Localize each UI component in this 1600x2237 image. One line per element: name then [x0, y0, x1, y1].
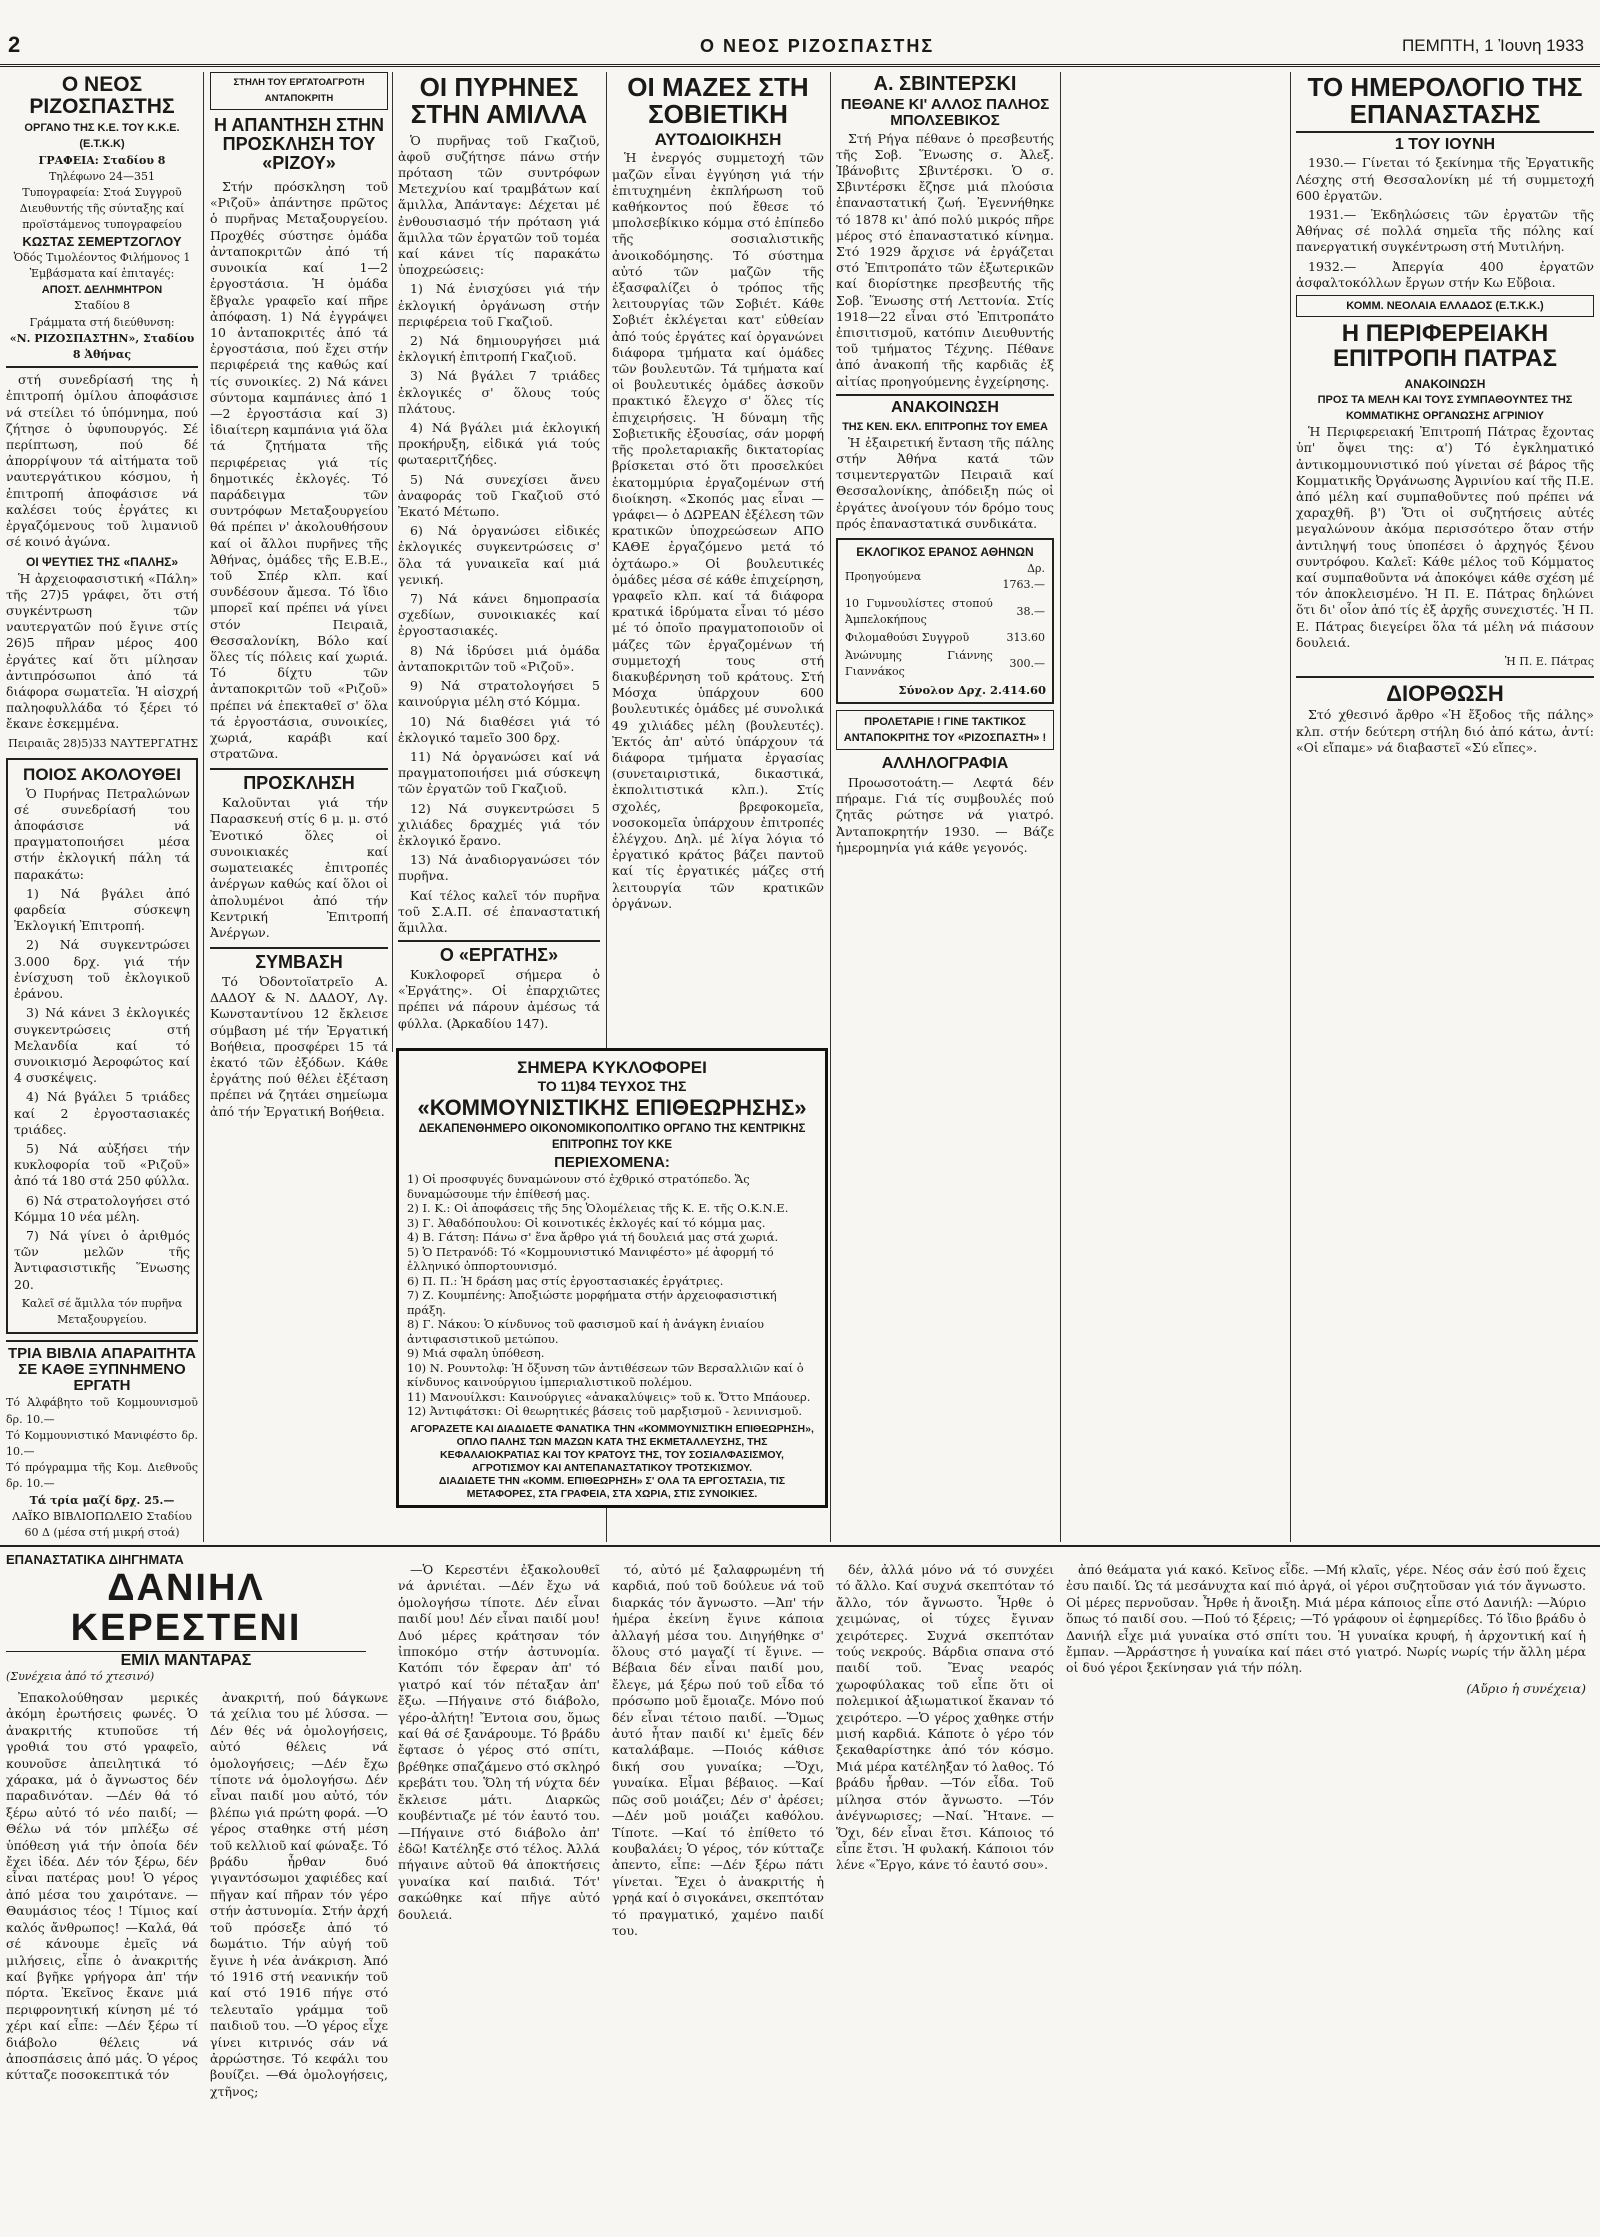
story-column-3	[398, 1562, 600, 2232]
section-heading: ΑΝΑΚΟΙΝΩΣΗ	[836, 394, 1054, 417]
fund-total: Σύνολον Δρχ. 2.414.60	[898, 682, 1046, 697]
printing: Τυπογραφεία: Στοά Συγγροῦ	[22, 185, 182, 199]
signature: Πειραιᾶς 28)5)33 ΝΑΥΤΕΡΓΑΤΗΣ	[8, 736, 198, 750]
fund-title: ΕΚΛΟΓΙΚΟΣ ΕΡΑΝΟΣ ΑΘΗΝΩΝ	[856, 544, 1034, 559]
list-item: 2) Ι. Κ.: Οἱ ἀποφάσεις τῆς 5ης Ὁλομέλειας τῆς Κ. Ε. τῆς Ο.Κ.Ν.Ε.	[407, 1201, 789, 1216]
list-item: Τό Κομμουνιστικό Μανιφέστο δρ. 10.—	[6, 1428, 198, 1459]
announcement-label: ΑΝΑΚΟΙΝΩΣΗ	[1404, 376, 1486, 391]
masthead	[0, 30, 1600, 67]
article-title: ΤΟ ΗΜΕΡΟΛΟΓΙΟ ΤΗΣ ΕΠΑΝΑΣΤΑΣΗΣ	[1307, 72, 1583, 130]
manager-address: Σταδίου 8	[73, 299, 131, 313]
list-item: 6) Νά στρατολογήσει στό Κόμμα 10 νέα μέλη.	[14, 1192, 190, 1224]
list-item: 11) Νά ὀργανώσει καί νά πραγματοποιήσει μιά σύσκεψη τῶν ἐργατῶν τοῦ Γκαζιοῦ.	[398, 748, 600, 797]
books-total: Τά τρία μαζί δρχ. 25.—	[29, 1493, 175, 1507]
fund-table	[844, 560, 1046, 681]
list-item: 4) Νά βγάλει 5 τριάδες καί 2 ἐργοστασιακές τριάδες.	[14, 1089, 190, 1137]
article-subtitle: ΠΕΘΑΝΕ ΚΙ' ΑΛΛΟΣ ΠΑΛΗΟΣ ΜΠΟΛΣΕΒΙΚΟΣ	[840, 96, 1050, 129]
signature: Ἡ Π. Ε. Πάτρας	[1504, 655, 1594, 669]
section-heading: ΔΙΟΡΘΩΣΗ	[1296, 676, 1594, 705]
fund-value: Δρ. 1763.—	[1002, 562, 1045, 592]
article-text: Ἡ ἀρχειοφασιστική «Πάλη» τῆς 27)5 γράφει, ὅτι στή συγκέντρωση τῶν ναυτεργατῶν πού ἔγινε στίς 26)5 πῆραν μέρος 400 ἐργάτες καί ὅτι μίλησαν ἀντιπρόσωποι ἀπό τά διάφορα σωματεῖα. Ἡ αἰσχρή παληοφυλλάδα τό ξέρει τό ἔκανε ἐσκεμμένα.	[6, 570, 198, 732]
story-text: δέν, ἀλλά μόνο νά τό συνχέει τό ἄλλο. Καί συχνά σκεπτόταν τό ἄλλο, τόν ἄγνωστο. Ἦρθε ὁ χειμώνας, οἱ τύχες ἔγιναν χειρότερες. Συχνά σκεπτόταν τούς νεκρούς. Βάρδια σπανα στό παιδί τοῦ. Ἔνας νεαρός χωροφύλακας τοῦ εἶπε ὅτι οἱ πολεμικοί ἀξιωματικοί ἔκαναν τό χειρότερο. —Ὁ γέρος χαθηκε στήν μισή καρδιά. Κάποτε ὁ γέρο τόν ξεκαθαρίστηκε ἀπό τόν κόσμο. Μιά μέρα κατέληξαν τό λαθος. Τό βράδυ ἦρθαν. —Τόν εἶδα. Τοῦ μίλησα στόν ἄγνωστο. —Τόν ἀνέγνωρισες; —Ναί. Ἤτανε. —Ὅχι, δέν εἶναι ἔτσι. Κάποιος τό εἶπε ἔτσι. Ἡ φυλακή. Κάποιοι τόν λένε «Ἔργο, κάνε τό ἑαυτό σου».	[836, 1562, 1054, 1873]
list-item: 1) Οἱ προσφυγές δυναμώνουν στό ἐχθρικό στρατόπεδο. Ἄς δυναμώσουμε τήν ἐπίθεσή μας.	[407, 1172, 750, 1201]
column-rule	[830, 72, 831, 1542]
article-title: ΟΙ ΜΑΖΕΣ ΣΤΗ ΣΟΒΙΕΤΙΚΗ	[627, 72, 809, 130]
list-item: 7) Ζ. Κουμπένης: Ἀποξιώστε μορφήματα στήν ἀρχειοφασιστική πράξη.	[407, 1288, 777, 1317]
section-heading: ΟΙ ΨΕΥΤΙΕΣ ΤΗΣ «ΠΑΛΗΣ»	[25, 555, 178, 570]
table-row	[844, 560, 1046, 594]
calendar-entries	[1296, 155, 1594, 291]
column-6	[1296, 72, 1594, 1542]
list-item: 7) Νά γίνει ὁ ἀριθμός τῶν μελῶν τῆς Ἀντιφασιστικῆς Ἕνωσης 20.	[14, 1227, 190, 1292]
letters-label: Γράμματα στή διεύθυνση:	[29, 315, 175, 329]
fund-value: 300.—	[1009, 657, 1045, 671]
editor-name: ΚΩΣΤΑΣ ΣΕΜΕΡΤΖΟΓΛΟΥ	[22, 233, 182, 249]
list-item: 6) Π. Π.: Ἡ δράση μας στίς ἐργοστασιακές ἐργάτριες.	[407, 1273, 724, 1288]
list-item: 13) Νά ἀναδιοργανώσει τόν πυρῆνα.	[398, 852, 600, 884]
list-item: 1931.— Ἐκδηλώσεις τῶν ἐργατῶν τῆς Ἀθήνας σέ πολλά σημεῖα τῆς πόλης καί πανεργατική συγκέντρωση στή Μυτιλήνη.	[1296, 207, 1594, 255]
list-item: 6) Νά ὀργανώσει εἰδικές ἐκλογικές συγκεντρώσεις σ' ὅλα τά γυναικεῖα καί μιά γενική.	[398, 523, 600, 587]
article-text: Καλοῦνται γιά τήν Παρασκευή στίς 6 μ. μ. στό Ἐνοτικό ὅλες οἱ συνοικιακές καί σωματειακές ἐπιτροπές ἀνέργων καθώς καί ὅλοι οἱ ἀπολυμένοι ἀπό τήν Κεντρική Ἐπιτροπή Ἀνέργων.	[210, 795, 388, 940]
article-subtitle: ΑΥΤΟΔΙΟΙΚΗΣΗ	[654, 129, 782, 149]
list-item: 5) Ὁ Πετρανόδ: Τό «Κομμουνιστικό Μανιφέστο» μέ ἀφορμή τό ἑλληνικό ὀππορτουνισμό.	[407, 1244, 774, 1274]
column-rule	[1060, 72, 1061, 1542]
section-subheading: ΤΗΣ ΚΕΝ. ΕΚΛ. ΕΠΙΤΡΟΠΗΣ ΤΟΥ ΕΜΕΑ	[842, 420, 1048, 433]
editor-label: Διευθυντής τῆς σύνταξης καί προϊστάμενος τυπογραφείου	[19, 202, 185, 232]
issue-date: ΠΕΜΠΤΗ, 1 Ἰουνη 1933	[1402, 36, 1584, 55]
article-text: Τό Ὀδοντοϊατρεῖο Α. ΔΑΔΟΥ & Ν. ΔΑΔΟΥ, Λγ. Κωνσταντίνου 12 ἔκλεισε σύμβαση μέ τήν Ἐργατική Βοήθεια, προσφέρει 15 τά ἑκατό τῶν ἐξόδων. Κάθε ἐργάτης πού θέλει ἐξέταση πρέπει νά ζητάει σημείωμα ἀπό τήν Ἐργατική Βοήθεια.	[210, 974, 388, 1119]
section-heading: ΠΡΟΣΚΛΗΣΗ	[210, 768, 388, 793]
box-intro: Ὁ Πυρήνας Πετραλώνων σέ συνεδρίασή του ἀποφάσισε νά πραγματοποιήσει μέσα στήν ἐκλογική πάλη τά παρακάτω:	[14, 785, 190, 882]
list-item: 1) Νά βγάλει ἀπό φαρδεία σύσκεψη Ἐκλογική Ἐπιτροπή.	[14, 885, 190, 934]
list-item: 4) Β. Γάτση: Πάνω σ' ἕνα ἄρθρο γιά τή δουλειά μας στά χωριά.	[407, 1230, 779, 1245]
advert-kicker: ΣΗΜΕΡΑ ΚΥΚΛΟΦΟΡΕΙ	[517, 1058, 707, 1077]
story-column-1	[6, 1690, 198, 2230]
article-title: ΟΙ ΠΥΡΗΝΕΣ ΣΤΗΝ ΑΜΙΛΛΑ	[410, 72, 588, 130]
offices: ΓΡΑΦΕΙΑ: Σταδίου 8	[38, 153, 166, 167]
books-title: ΤΡΙΑ ΒΙΒΛΙΑ ΑΠΑΡΑΙΤΗΤΑ ΣΕ ΚΑΘΕ ΞΥΠΝΗΜΕΝΟ ΕΡΓΑΤΗ	[6, 1340, 198, 1393]
books-list	[6, 1395, 198, 1492]
article-text: Ἡ ἐνεργός συμμετοχή τῶν μαζῶν εἶναι ἐγγύηση γιά τήν ἐπιτυχημένη ἐκπλήρωση τοῦ καθήκοντος πού ἔθεσε τό μπολσεβίκικο κόμμα στό ἐπίπεδο τῆς σοσιαλιστικῆς ἀνοικοδόμησης. Τό σύστημα αὐτό τῶν μαζῶν τῆς ἐξασφαλίζει ὁ τρόπος τῆς λειτουργίας τῶν Σοβιέτ. Κάθε Σοβιέτ ἐκλέγεται κατ' εὐθείαν ἀπό τούς ἐργάτες καί ὀργανώνει διάφορα τμήματα καί ὁμάδες τῶν βουλευτῶν. Τά τμήματα καί οἱ βουλευτικές ὁμάδες ἀσκοῦν πρακτικό ἔλεγχο σ' ὅλες τίς ἐπιχειρήσεις. Ἡ δύναμη τῆς Σοβιετικῆς ἐξουσίας, σάν μορφή τῆς προλεταριακῆς δικτατορίας βρίσκεται στό ὅτι προσελκύει ἑκατομμύρια ἐργαζομένων στή διοίκηση. «Σκοπός μας εἶναι —γράφει— ὁ ΔΩΡΕΑΝ ἐξέλεση τῶν κρατικῶν ὑποχρεώσεων ΑΠΟ ΚΑΘΕ ἐργαζόμενο μετά τό ὀχτάωρο.» Οἱ βουλευτικές ὁμάδες μέσα σέ κάθε ἐπιχείρηση, γραφεῖο κλπ. καί τά διάφορα κρατικά ἱδρύματα εἶναι τό μέσο μέ τό ὁποῖο πραγματοποιοῦν οἱ μάζες τῶν ἐργαζομένων τή συμμετοχή τους στή διακυβέρνηση τοῦ κράτους. Στή Μόσχα ὑπάρχουν 600 βουλευτικές ὁμάδες μέ συνολικά 49 χιλιάδες μέλη (βουλευτές). Ἐκτός ἀπ' αὐτό ὑπάρχουν τά διάφορα τμήματα ἐργασίας (συνεταιριστικά, δικαστικά, ἐκπολιτιστικά κλπ.). Στίς σχολές, βρεφοκομεῖα, νοσοκομεῖα ὑπάρχουν ἐπιτροπές ἐλέγχου. Δηλ. μέ λίγα λόγια τό ἐργατικό κράτος βάζει παντοῦ καί τίς ἐργατικές μάζες στή λειτουργία τῶν κρατικῶν ὀργάνων.	[612, 150, 824, 911]
story-header	[6, 1552, 366, 1683]
story-text: ἀνακριτή, πού δάγκωνε τά χείλια του μέ λύσσα. —Δέν θές νά ὁμολογήσεις, αὐτό θέλεις νά ὁμολογήσεις; —Δέν ἔχω τίποτε νά ὁμολογήσω. Δέν εἶναι παιδί μου αὐτό, τόν βλέπω γιά πρώτη φορά. —Ὁ γέρος σταθηκε στή μέση τοῦ κελλιοῦ καί φώναξε. Τό βράδυ ἦρθαν δυό γιγαντόσωμοι χαφιέδες καί πῆγαν καί πῆραν τόν γέρο στήν ἀστυνομία. Στήν ἀρχή τοῦ πρόσεξε ἀπό τό δωμάτιο. Τήν αὐγή τοῦ ἔγινε ἡ νέα ἀνάκριση. Ἀπό τό 1916 στή νεανικήν τοῦ καί στό 1916 πήγε στό τελευταῖο γράμμα τοῦ παιδιοῦ του. —Ὁ γέρος εἶχε γίνει κιτρινός σάν νά ἀρρώστησε. Τό κεφάλι του βουίζει. —Θά ὁμολογήσεις, χτῆνος;	[210, 1690, 388, 2099]
announcement-recipient: ΠΡΟΣ ΤΑ ΜΕΛΗ ΚΑΙ ΤΟΥΣ ΣΥΜΠΑΘΟΥΝΤΕΣ ΤΗΣ ΚΟΜΜΑΤΙΚΗΣ ΟΡΓΑΝΩΣΗΣ ΑΓΡΙΝΙΟΥ	[1317, 393, 1573, 422]
list-item: 8) Νά ἱδρύσει μιά ὁμάδα ἀνταποκριτῶν τοῦ «Ριζοῦ».	[398, 642, 600, 674]
section-heading: ΑΛΛΗΛΟΓΡΑΦΙΑ	[881, 755, 1009, 773]
fund-label: Προηγούμενα	[845, 570, 922, 584]
org-title: Η ΠΕΡΙΦΕΡΕΙΑΚΗ ΕΠΙΤΡΟΠΗ ΠΑΤΡΑΣ	[1333, 320, 1557, 373]
list-item: 1930.— Γίνεται τό ξεκίνημα τῆς Ἐργατικῆς Λέσχης στή Θεσσαλονίκη μέ τή συμμετοχή 600 ἐργατῶν.	[1296, 155, 1594, 203]
story-column-5	[836, 1562, 1054, 2232]
story-kicker: ΕΠΑΝΑΣΤΑΤΙΚΑ ΔΙΗΓΗΜΑΤΑ	[6, 1552, 184, 1567]
nameplate-title: Ο ΝΕΟΣ ΡΙΖΟΣΠΑΣΤΗΣ	[29, 73, 175, 119]
list-item: Τό Ἀλφάβητο τοῦ Κομμουνισμοῦ δρ. 10.—	[6, 1396, 198, 1426]
phone: Τηλέφωνο 24—351	[48, 169, 156, 183]
article-text: Ἡ Περιφερειακή Ἐπιτροπή Πάτρας ἔχοντας ὑπ' ὄψει της: α') Τό ἐγκληματικό ἀντικομμουνιστικό πού γίνεται σέ βάρος τῆς Κομματικῆς Ὀργάνωσης Ἀγρινίου καί τῆς Π.Ε. ἀπό μέλη καί συμπαθοῦντες πού πρέπει νά χαραχθῆ. β') Ὅτι οἱ συζητήσεις αὐτές μεγαλώνουν ἀκόμα περισσότερο ὅταν στήν ἀντιληψή τους ὑποπέσει ὁ ἀρχηγός ξένου συντρόφου. Καλεῖ: Κάθε μέλος τοῦ Κόμματος καί συμπαθοῦντα νά ἀποκόψει κάθε σχέση μέ τόν ἀποκλεισμένο. Ἡ Π. Ε. Πάτρας δηλώνει ὅτι δι' οἷον ἀπό τίς ἐξ ἀρχῆς συνεχιστές. Ἡ Π. Ε. Πάτρας διεγείρει ὅλα τά μέλη νά πιάσουν δουλειά.	[1296, 424, 1594, 650]
article-text: Ὁ πυρῆνας τοῦ Γκαζιοῦ, ἀφοῦ συζήτησε πάνω στήν πρόταση τῶν συντρόφων Μετεχνίου καί τραμβάτων καί ἅμιλλα, Ἀπάνταγε: Δέχεται μέ ἐνθουσιασμό τήν πρόταση γιά ἅμιλλα τῶν ἐργατῶν τοῦ τομέα καί κάνει τίς παρακάτω ὑποχρεώσεις:	[398, 132, 600, 278]
advert-footer-2: ΔΙΑΔΙΔΕΤΕ ΤΗΝ «ΚΟΜΜ. ΕΠΙΘΕΩΡΗΣΗ» Σ' ΟΛΑ ΤΑ ΕΡΓΟΣΤΑΣΙΑ, ΤΙΣ ΜΕΤΑΦΟΡΕΣ, ΣΤΑ ΓΡΑΦΕΙΑ, ΣΤΑ ΧΩΡΙΑ, ΣΤΙΣ ΣΥΝΟΙΚΙΕΣ.	[438, 1474, 786, 1500]
list-item: 3) Νά κάνει 3 ἐκλογικές συγκεντρώσεις στή Μελανδία καί τό συνοικισμό Ἀεροφώτος καί 4 συσκέψεις.	[14, 1005, 190, 1086]
table-row	[844, 629, 1046, 647]
column-rule	[1290, 72, 1291, 1542]
table-row	[844, 595, 1046, 629]
list-item: 3) Γ. Ἀθαδόπουλου: Οἱ κοινοτικές ἐκλογές καί τό κόμμα μας.	[407, 1215, 766, 1230]
list-item: 11) Μανουίλκσι: Καινούργιες «ἀνακαλύψεις» τοῦ κ. Ὄττο Μπάουερ.	[407, 1389, 811, 1404]
article-text: στή συνεδρίασή της ἡ ἐπιτροπή ὁμίλου ἀποφάσισε νά στείλει τό ὑπόμνημα, πού ζήτησε ὁ ὑφυπουργός. Σέ περίπτωση, πού δέ ἀπορρίψουν τά αἰτήματα τοῦ ναυτεργάτικου κόσμου, ἡ ἐπιτροπή ἀποφάσισε νά καλέσει τούς ἐργάτες κι ἐργαζόμενους τοῦ λιμανιοῦ σέ κοινό ἀγώνα.	[6, 372, 198, 550]
column-rule	[203, 72, 204, 1542]
column-rule	[392, 72, 393, 1052]
list-item: 2) Νά συγκεντρώσει 3.000 δρχ. γιά τήν ἐνίσχυση τοῦ ἐκλογικοῦ ἐράνου.	[14, 937, 190, 1002]
list-item: 1932.— Ἀπεργία 400 ἐργατῶν ἀσφαλτοκόλλων ἔργων στήν Κω Εὔβοια.	[1296, 258, 1594, 290]
fund-value: 313.60	[1006, 630, 1045, 644]
list-item: 2) Νά δημιουργήσει μιά ἐκλογική ἐπιτροπή Γκαζιοῦ.	[398, 333, 600, 365]
fund-label: Ἀνώνυμης Γιάννης Γιαννάκος	[845, 649, 993, 679]
advert-title: «ΚΟΜΜΟΥΝΙΣΤΙΚΗΣ ΕΠΙΘΕΩΡΗΣΗΣ»	[417, 1094, 807, 1120]
box-call: Καλεῖ σέ ἅμιλλα τόν πυρῆνα Μεταξουργείου.	[21, 1296, 183, 1326]
editor-address: Ὁδός Τιμολέοντος Φιλήμονος 1	[13, 250, 191, 264]
nameplate-subtitle: ΟΡΓΑΝΟ ΤΗΣ Κ.Ε. ΤΟΥ Κ.Κ.Ε. (Ε.Τ.Κ.Κ)	[24, 122, 180, 151]
story-continued: (Συνέχεια ἀπό τό χτεσινό)	[6, 1669, 155, 1683]
bookstore: ΛΑΪΚΟ ΒΙΒΛΙΟΠΩΛΕΙΟ Σταδίου 60 Δ (μέσα στή μικρή στοά)	[12, 1509, 192, 1540]
story-title: ΔΑΝΙΗΛ ΚΕΡΕΣΤΕΝΙ	[70, 1567, 302, 1649]
letters-address: «Ν. ΡΙΖΟΣΠΑΣΤΗΝ», Σταδίου 8 Ἀθήνας	[6, 331, 198, 368]
manager-name: ΑΠΟΣΤ. ΔΕΛΗΜΗΤΡΟΝ	[41, 284, 163, 297]
article-text: Στή Ρήγα πέθανε ὁ πρεσβευτής τῆς Σοβ. Ἕνωσης σ. Ἀλεξ. Ἰβάνοβιτς Σβιντέρσκι. Ὁ σ. Σβιντέρσκι ἔζησε μιά πλούσια ἐπαναστατική ζωή. Ἐγεννήθηκε τό 1878 κι' ἀπό πολύ μικρός πῆρε μέρος στό ἐπαναστατικό κίνημα. Στό 1929 ἄρχισε νά ἐργάζεται στό Ἐπιτροπάτο τῶν ἐξωτερικῶν καί διορίστηκε πρεσβευτής τῆς Σοβ. Ἕνωσης στή Λεττονία. Στίς 1918—22 εἶναι στό Ἐπιτροπάτο ἐπισιτισμοῦ, κατόπιν Διευθυντής τοῦ τμήματος Τέχνης. Πέθανε ἀπό ἀνακοπή τῆς καρδιᾶς ἐξ αἰτίας προηγούμενης ἐγχείρησης.	[836, 130, 1054, 389]
org-kicker: ΚΟΜΜ. ΝΕΟΛΑΙΑ ΕΛΛΑΔΟΣ (Ε.Τ.Κ.Κ.)	[1296, 295, 1594, 317]
box-list	[14, 886, 190, 1293]
page-number: 2	[8, 32, 21, 57]
section-heading: ΣΥΜΒΑΣΗ	[210, 947, 388, 972]
story-text: Ἐπακολούθησαν μερικές ἀκόμη ἐρωτήσεις φωνές. Ὁ ἀνακριτής κτυποῦσε τή γροθιά του στό γραφεῖο, κουνοῦσε ἀπειλητικά τό χάρακα, μά ὁ ἄγνωστος δέν παραδινόταν. —Δέν θά τό ξέρω αὐτό τό νέο παιδί; —Θέλω νά τόν μπλέξω σέ ὑπόθεση γιά τήν ὁποία δέν ἔχει ἰδέα. Δέν τόν ξέρω, δέν εἶναι πατέρας μου! Ὁ γέρος ἀπό μέσα του χαιρότανε. —Θαυμάσιος τέος ! Τίμιος καί καλός ἄνθρωπος! —Καλά, θά σέ κάνουμε ἐμεῖς νά μιλήσεις, εἶπε ὁ ἀνακριτής καί βγῆκε γρήγορα ἀπ' τήν πόρτα. Ἐκεῖνος ἔκανε μιά περιφρονητική κίνηση μέ τό χέρι καί εἶπε: —Δέν ξέρω τί διάβολο θέλεις νά ἀποσπάσεις ἀπό μάς. Ὁ γέρος κύτταζε ποσοκεπτικά τόν	[6, 1690, 198, 2083]
article-list	[398, 281, 600, 884]
story-author: ΕΜΙΛ ΜΑΝΤΑΡΑΣ	[6, 1651, 366, 1670]
list-item: Τό πρόγραμμα τῆς Κομ. Διεθνοῦς δρ. 10.—	[6, 1461, 198, 1491]
list-item: 9) Μιά σφαλη ὑπόθεση.	[407, 1346, 545, 1361]
manager-label: Ἐμβάσματα καί ἐπιταγές:	[29, 266, 175, 280]
list-item: 5) Νά αὐξήσει τήν κυκλοφορία τοῦ «Ριζοῦ» ἀπό τά 180 στά 250 φύλλα.	[14, 1140, 190, 1189]
article-title: Α. ΣΒΙΝΤΕΡΣΚΙ	[873, 73, 1017, 95]
list-item: 10) Νά διαθέσει γιά τό ἐκλογικό ταμεῖο 300 δρχ.	[398, 713, 600, 745]
list-item: 3) Νά βγάλει 7 τριάδες ἐκλογικές σ' ὅλους τούς πλάτους.	[398, 368, 600, 416]
story-divider	[0, 1545, 1600, 1547]
fund-label: Φιλομαθούσι Συγγροῦ	[845, 630, 970, 644]
list-item: 8) Γ. Νάκου: Ὁ κίνδυνος τοῦ φασισμοῦ καί ἡ ἀνάγκη ἑνιαίου ἀντιφασιστικοῦ μετώπου.	[407, 1317, 765, 1346]
call-box: ΠΡΟΛΕΤΑΡΙΕ ! ΓΙΝΕ ΤΑΚΤΙΚΟΣ ΑΝΤΑΠΟΚΡΙΤΗΣ ΤΟΥ «ΡΙΖΟΣΠΑΣΤΗ» !	[836, 710, 1054, 750]
story-column-2	[210, 1690, 388, 2230]
fund-box	[836, 538, 1054, 704]
column-5	[836, 72, 1054, 1542]
list-item: 1) Νά ἐνισχύσει γιά τήν ἐκλογική ὀργάνωση στήν περιφέρεια τοῦ Γκαζιοῦ.	[398, 281, 600, 329]
list-item: 7) Νά κάνει δημοπρασία σχεδίων, συνοικιακές καί ἐργοστασιακές.	[398, 591, 600, 639]
article-text: Στό χθεσινό ἄρθρο «Ἡ ἔξοδος τῆς πάλης» κλπ. στήν δεύτερη στήλη διό ἀπό κάτω, ἀντί: «Οἱ εἴπαμε» νά διαβαστεῖ «Σύ εἴπες».	[1296, 707, 1594, 755]
article-text: Προωσοτοάτη.— Λεφτά δέν πήραμε. Γιά τίς συμβουλές πού ζητᾶς ρώτησε νά γιατρό. Ἀνταποκρητήν 1930. — Βάζε ἡμερομηνία γιά κάθε γεγονός.	[836, 775, 1054, 855]
article-text: Καί τέλος καλεῖ τόν πυρῆνα τοῦ Σ.Α.Π. σέ ἐπαναστατική ἅμιλλα.	[398, 887, 600, 935]
column-kicker: ΣΤΗΛΗ ΤΟΥ ΕΡΓΑΤΟΑΓΡΟΤΗ ΑΝΤΑΠΟΚΡΙΤΗ	[210, 72, 388, 110]
list-item: 9) Νά στρατολογήσει 5 καινούργια μέλη στό Κόμμα.	[398, 678, 600, 710]
calendar-date: 1 ΤΟΥ ΙΟΥΝΗ	[1296, 131, 1594, 154]
list-item: 5) Νά συνεχίσει ἄνευ ἀναφοράς τοῦ Γκαζιοῦ στό Ἐκατό Μέτωπο.	[398, 471, 600, 520]
column-2	[210, 72, 388, 1119]
contents-label: ΠΕΡΙΕΧΟΜΕΝΑ:	[554, 1153, 670, 1171]
story-text: τό, αὐτό μέ ξαλαφρωμένη τή καρδιά, πού τοῦ δούλευε νά τοῦ διαρκάς τόν ἄγνωστο. —Ἀπ' τήν ἡμέρα ἐκείνη ἔγινε κάποια ἀλλαγή μέσα του. Διηγήθηκε σ' ὅλους στό μαγαζί τί ἔγινε. —Βέβαια δέν εἶναι παιδί μου, ἔλεγε, μά ξέρω πού τοῦ εἶδα τό πρόσωπο μοῦ ἔμοιαζε. Μόνο πού δέν εἶναι τέτοιο παιδί. —Ὅμως ἀυτό ἦταν παιδί κι' ἐμεῖς δέν καταλάβαμε. —Ποιός κάθισε δική σου γυναίκα; —Ὄχι, γυναίκα. Εἶμαι βέβαιος. —Καί πῶς σοῦ μοιάζει; Δέν σ' ἀρέσει; —Δέν μοῦ μοιάζει καθόλου. Τίποτε. —Καί τό ἐπίθετο τό κουβαλάει; Ὁ γέρος, τόν κύτταζε ἀπεντο, εἶπε: —Δέν ξέρω πάτι γίνεται. Ἔχει ὁ ἀνακριτής ἡ γρηά καί ὁ σιγοκάνει, σκεπτόταν τό πραγματικό, χαμένο παιδί του.	[612, 1562, 824, 1938]
list-item: 10) Ν. Ρουντολφ: Ἡ ὄξυνση τῶν ἀντιθέσεων τῶν Βερσαλλιῶν καί ὁ κίνδυνος καινούργιου ἰμπεριαλιστικοῦ πολέμου.	[407, 1360, 804, 1390]
to-be-continued: (Αὔριο ἡ συνέχεια)	[1466, 1680, 1586, 1696]
paper-name: Ο ΝΕΟΣ ΡΙΖΟΣΠΑΣΤΗΣ	[700, 36, 935, 56]
advert-issue: ΤΟ 11)84 ΤΕΥΧΟΣ ΤΗΣ	[537, 1077, 687, 1094]
article-text: Ἡ ἐξαιρετική ἔνταση τῆς πάλης στήν Ἀθήνα κατά τῶν τσιμεντεργατῶν Πειραιᾶ καί Θεσσαλονίκης, ἀπόδειξη πώς οἱ ἐργάτες ἀνοίγουν τόν δρόμο τους πρός ἐπαναστατικά συνδικάτα.	[836, 434, 1054, 531]
table-row	[844, 647, 1046, 681]
story-text: ἀπό θεάματα γιά κακό. Κεῖνος εἶδε. —Μή κλαῖς, γέρε. Νέος σάν ἐσύ πού ἔχεις ἐσυ παιδί. Ὡς τά μεσάνυχτα καί πιό ἀργά, οἱ γέροι συζητοῦσαν γιά τόν ἄγνωστο. Οἱ μέρες περνοῦσαν. Ἦρθε ἡ ἄνοιξη. Μιά μέρα κάποιος εἶπε στό Δανιήλ: —Ἀύριο ὅπως τό παιδί σου. —Πού τό ξέρεις; —Τό γράφουν οἱ ἐφημερίδες. Τό ἴδιο βράδυ ὁ Δανιήλ εἶχε μιά γυναίκα στό σπίτι του. Ἡ γυναίκα κρυφή, ἡ ἀρχοντική καί ἡ ἔμπαν. —Ἀρράστησε ἡ γυναίκα καί πάει στό γιατρό. Νωρίς νωρίς τήν ἄλλη μέρα οἱ δυό γέροι ξεκίνησαν γιά τήν πόλη.	[1066, 1562, 1586, 1676]
section-heading: Ο «ΕΡΓΑΤΗΣ»	[398, 940, 600, 965]
column-4	[612, 72, 824, 1542]
column-1	[6, 72, 198, 1542]
story-text: —Ὁ Κερεστένι ἐξακολουθεῖ νά ἀρνιέται. —Δέν ἔχω νά ὁμολογήσω τίποτε. Δέν εἶναι παιδί μου! Δέν εἶναι παιδί μου! Δυό μέρες κράτησαν τόν ἰπποκόμο στήν ἀστυνομία. Κατόπι τόν ἔφεραν ἀπ' τό γιατρό καί τόν πέταξαν ἀπ' ἔξω. —Πήγαινε στό διάβολο, γέρο-ἀλήτη! Ἔντοια σου, ὅμως καί θά σέ ξανάρουμε. Τό βράδυ ἔφτασε ὁ γέρος στό σπίτι, βρέθηκε σπαζάμενο στό σκληρό κρεβάτι του. Ὅλη τή νύχτα δέν ἔκλεισε μάτι. Διαρκῶς κουβέντιαζε μέ τόν ἑαυτό του. —Πήγαινε στό διάβολο ἀπ' ἐδῶ! Κατέληξε στό τέλος. Ἀλλά πήγαινε αὐτοῦ θά ἀποκτήσεις γυναίκα καί παιδιά. Τότ' σακώθηκε καί πῆγε αὐτό δουλειά.	[398, 1562, 601, 1922]
story-column-4	[612, 1562, 824, 2232]
notice-box	[6, 758, 198, 1334]
column-3	[398, 72, 600, 1047]
list-item: 12) Νά συγκεντρώσει 5 χιλιάδες δραχμές γιά τόν ἐκλογικό ἔρανο.	[398, 800, 600, 848]
fund-label: 10 Γυμνουλίστες στοπού Ἀμπελοκήπους	[845, 596, 993, 626]
list-item: 4) Νά βγάλει μιά ἐκλογική προκήρυξη, εἰδικά γιά τούς φωταεριτζήδες.	[398, 420, 600, 468]
article-title: Η ΑΠΑΝΤΗΣΗ ΣΤΗΝ ΠΡΟΣΚΛΗΣΗ ΤΟΥ «ΡΙΖΟΥ»	[214, 115, 384, 174]
box-title: ΠΟΙΟΣ ΑΚΟΛΟΥΘΕΙ	[23, 764, 181, 784]
list-item: 12) Ἀντιφάτσκι: Οἱ θεωρητικές βάσεις τοῦ μαρξισμοῦ - λενινισμοῦ.	[407, 1404, 802, 1419]
advert-subtitle: ΔΕΚΑΠΕΝΘΗΜΕΡΟ ΟΙΚΟΝΟΜΙΚΟΠΟΛΙΤΙΚΟ ΟΡΓΑΝΟ ΤΗΣ ΚΕΝΤΡΙΚΗΣ ΕΠΙΤΡΟΠΗΣ ΤΟΥ ΚΚΕ	[418, 1122, 806, 1151]
article-text: Κυκλοφορεῖ σήμερα ὁ «Ἐργάτης». Οἱ ἐπαρχιῶτες πρέπει νά πάρουν ἀμέσως τά φύλλα. (Ἀρκαδίου 147).	[398, 967, 600, 1031]
advert-footer: ΑΓΟΡΑΖΕΤΕ ΚΑΙ ΔΙΑΔΙΔΕΤΕ ΦΑΝΑΤΙΚΑ ΤΗΝ «ΚΟΜΜΟΥΝΙΣΤΙΚΗ ΕΠΙΘΕΩΡΗΣΗ», ΟΠΛΟ ΠΑΛΗΣ ΤΩΝ ΜΑΖΩΝ ΚΑΤΑ ΤΗΣ ΕΚΜΕΤΑΛΛΕΥΣΗΣ, ΤΗΣ ΚΕΦΑΛΑΙΟΚΡΑΤΙΑΣ ΚΑΙ ΤΟΥ ΚΡΑΤΟΥΣ ΤΗΣ, ΤΟΥ ΣΟΣΙΑΛΦΑΣΙΣΜΟΥ, ΑΓΡΟΤΙΣΜΟΥ ΚΑΙ ΑΝΤΕΠΑΝΑΣΤΑΤΙΚΟΥ ΤΡΟΤΣΚΙΣΜΟΥ.	[410, 1422, 814, 1474]
article-text: Στήν πρόσκληση τοῦ «Ριζοῦ» ἀπάντησε πρῶτος ὁ πυρῆνας Μεταξουργείου. Προχθές σύστησε ὁμάδα ἀνταποκριτῶν ἀπό τή συνοικία καί 1—2 ἐργοστάσια. Ἡ ὁμάδα ἔβγαλε γραφεῖο καί πῆρε ἀπόφαση. 1) Νά ἐγγράψει 10 ἀνταποκριτές ἀπό τά ἐργοστάσια, πού ἔχει στήν περιφέρειά της καθώς καί τίς συνοικίες. 2) Νά κάνει σύντομα καμπάνιες ἀπό 1—2 ἐργοστάσια καί 3) ἰδιαίτερη καμπάνια γιά ὅλα τά ζητήματα τῆς περιφέρειας γιά τίς δημοτικές ἐκλογές. Τό παράδειγμα τῶν συντρόφων Μεταξουργείου θά πρέπει ν' ἀκολουθήσουν καί οἱ ἄλλοι πυρῆνες τῆς Ἀθήνας, ὁμάδες τῆς Ε.Β.Ε., τοῦ Σπέρ κλπ. καί συνδέσουν ἄμεσα. Τό ἴδιο μπορεῖ καί πρέπει νά γίνει στόν Πειραιᾶ, Θεσσαλονίκη, Βόλο καί ὅλες τίς πόλεις καί χωριά. Τό δίχτυ τῶν ἀνταποκριτῶν τοῦ «Ριζοῦ» πρέπει νά ἐπεκταθεῖ σ' ὅλα τά ἐργοστάσια, συνοικίες, χωριά, καράβι καί στρατῶνα.	[210, 179, 388, 762]
story-column-6	[1066, 1562, 1586, 2232]
fund-value: 38.—	[1016, 604, 1045, 618]
